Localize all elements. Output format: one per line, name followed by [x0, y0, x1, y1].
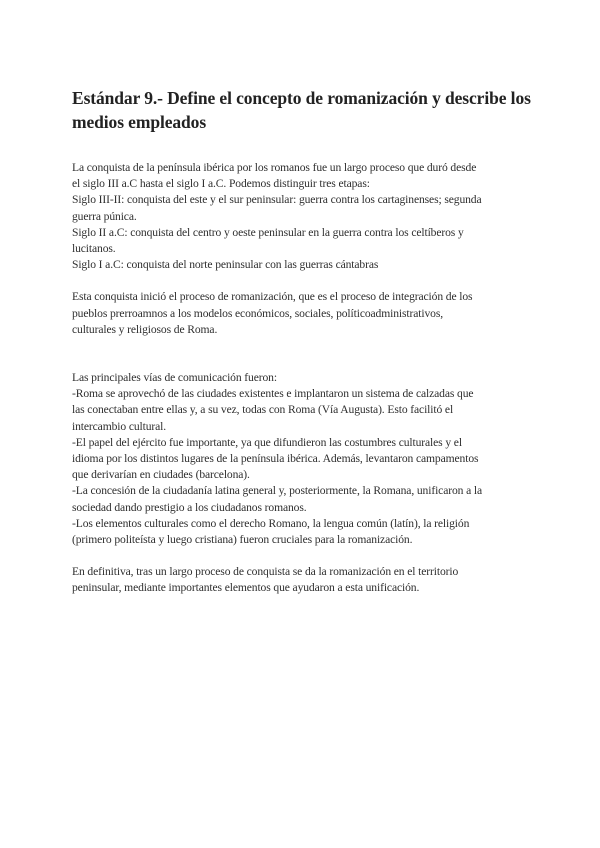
text-line: Siglo I a.C: conquista del norte peninsular con las guerras cántabras: [72, 258, 379, 272]
text-line: culturales y religiosos de Roma.: [72, 322, 218, 336]
text-line: pueblos prerroamnos a los modelos económicos, sociales, políticoadministrativos,: [72, 306, 443, 320]
paragraph-conquest-stages: [72, 160, 530, 273]
page-title: [72, 86, 530, 134]
text-line: que derivarían en ciudades (barcelona).: [72, 468, 250, 482]
text-line: Esta conquista inició el proceso de romanización, que es el proceso de integración de los: [72, 290, 473, 304]
text-line: lucitanos.: [72, 242, 116, 256]
text-line: el siglo III a.C hasta el siglo I a.C. Podemos distinguir tres etapas:: [72, 177, 370, 191]
title-line: Estándar 9.- Define el concepto de romanización y describe los: [72, 88, 531, 108]
text-line: las conectaban entre ellas y, a su vez, todas con Roma (Vía Augusta). Esto facilitó el: [72, 403, 454, 417]
text-line: guerra púnica.: [72, 209, 137, 223]
paragraph-romanization-definition: [72, 289, 530, 338]
text-line: -El papel del ejército fue importante, ya que difundieron las costumbres culturales y el: [72, 435, 462, 449]
text-line: (primero politeísta y luego cristiana) fueron cruciales para la romanización.: [72, 533, 413, 547]
text-line: -Los elementos culturales como el derecho Romano, la lengua común (latín), la religión: [72, 516, 470, 530]
document-page: [72, 86, 530, 597]
paragraph-conclusion: [72, 564, 530, 596]
text-line: La conquista de la península ibérica por los romanos fue un largo proceso que duró desde: [72, 161, 477, 174]
text-line: Siglo II a.C: conquista del centro y oeste peninsular en la guerra contra los celtíberos y: [72, 225, 464, 239]
text-line: peninsular, mediante importantes elementos que ayudaron a esta unificación.: [72, 581, 420, 595]
text-line: intercambio cultural.: [72, 419, 167, 433]
text-line: -Roma se aprovechó de las ciudades existentes e implantaron un sistema de calzadas que: [72, 387, 474, 401]
text-line: sociedad dando prestigio a los ciudadanos romanos.: [72, 500, 307, 514]
text-line: Las principales vías de comunicación fueron:: [72, 371, 277, 385]
title-line: medios empleados: [72, 112, 207, 132]
text-line: En definitiva, tras un largo proceso de conquista se da la romanización en el territorio: [72, 565, 459, 579]
text-line: idioma por los distintos lugares de la península ibérica. Además, levantaron campamentos: [72, 452, 479, 466]
text-line: -La concesión de la ciudadanía latina general y, posteriormente, la Romana, unificaron a la: [72, 484, 483, 498]
paragraph-communication-means: [72, 370, 530, 548]
text-line: Siglo III-II: conquista del este y el sur peninsular: guerra contra los cartaginenses; segunda: [72, 193, 482, 207]
